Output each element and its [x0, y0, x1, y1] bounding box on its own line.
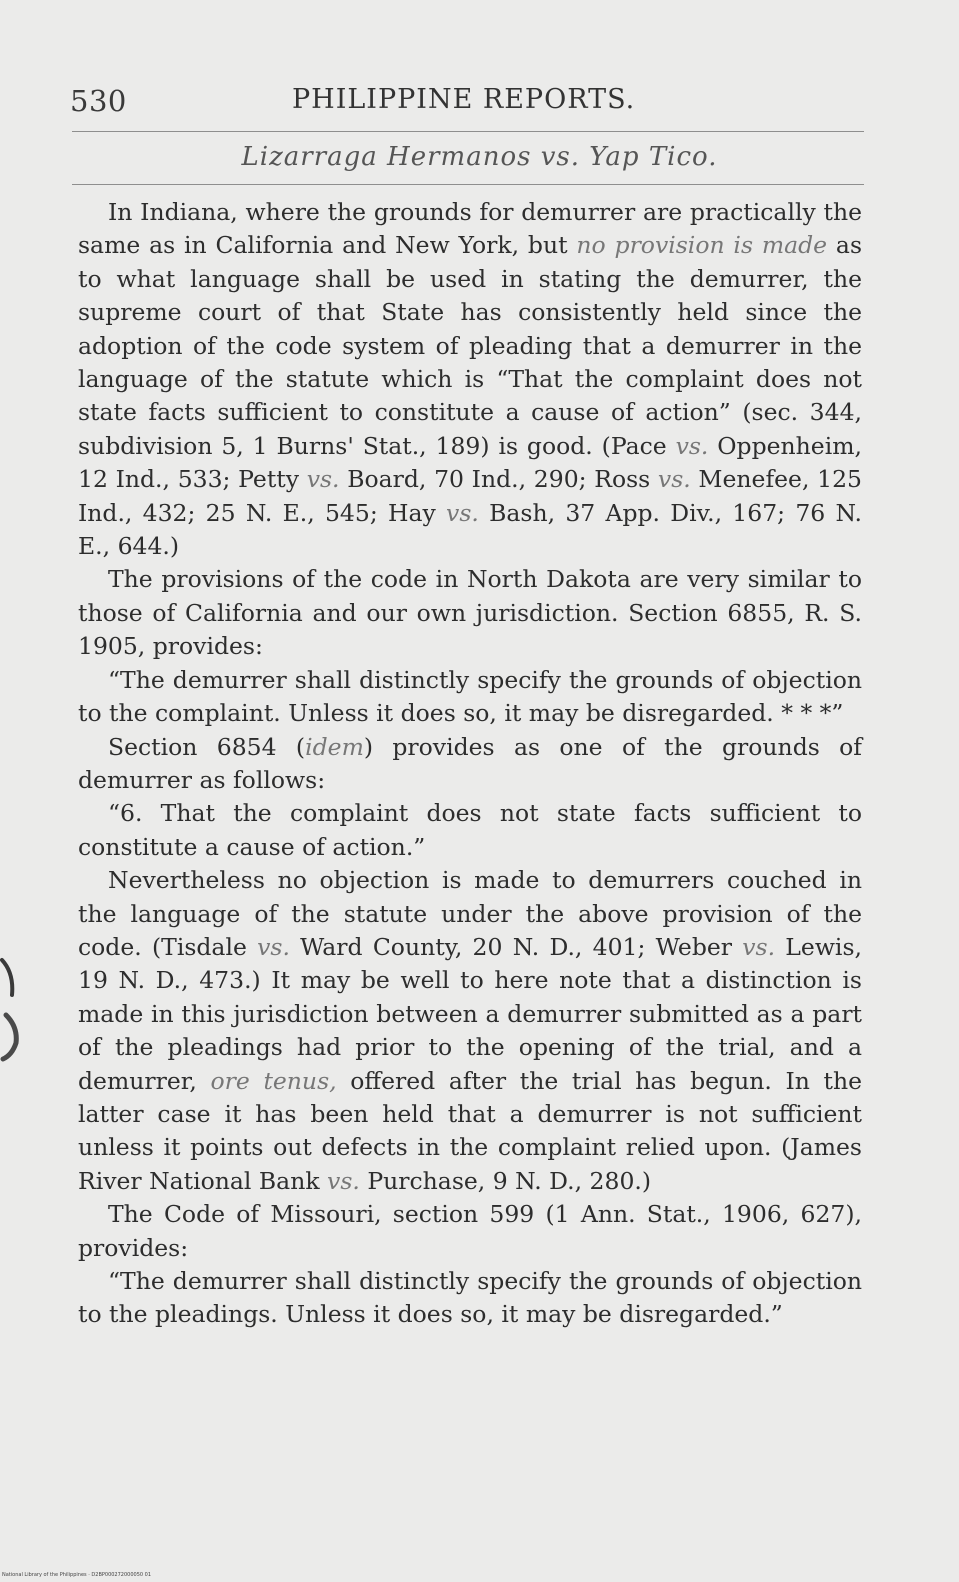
text-segment: Section 6854 ( — [108, 732, 306, 761]
paragraph — [78, 664, 862, 731]
italic-text: vs. — [675, 431, 709, 460]
header-top-rule — [72, 131, 864, 132]
paragraph — [78, 563, 862, 663]
italic-text: vs. — [742, 932, 776, 961]
italic-text: no provision is made — [576, 231, 828, 260]
paragraph — [78, 864, 862, 1198]
paragraph — [78, 1198, 862, 1265]
paragraph — [78, 1265, 862, 1332]
italic-text: vs. — [657, 465, 691, 494]
scan-binding-mark — [0, 955, 22, 1065]
italic-text: ore tenus, — [210, 1066, 337, 1095]
paragraph — [78, 196, 862, 563]
header-bottom-rule — [72, 184, 864, 185]
text-segment: Board, 70 Ind., 290; Ross — [339, 465, 658, 494]
text-segment: Bash, 37 App. Div., 167; 76 N. E., 644.) — [78, 498, 863, 561]
italic-text: vs. — [257, 932, 290, 961]
page-number: 530 — [70, 84, 127, 118]
text-segment: Ward County, 20 N. D., 401; Weber — [289, 932, 743, 961]
text-segment: “The demurrer shall distinctly specify the grounds of objection to the pleadings. Unless it does so, it may be disregarded.” — [78, 1267, 862, 1329]
italic-text: vs. — [327, 1166, 360, 1195]
text-segment: In Indiana, where the grounds for demurrer are practically the same as in California and New York, but — [78, 198, 862, 260]
body-text — [78, 196, 862, 1332]
italic-text: vs. — [306, 465, 340, 494]
text-segment: Lewis, 19 N. D., 473.) It may be well to here note that a distinction is made in this jurisdiction between a demurrer submitted as a part of the pleadings had prior to the opening of the trial, and a demurrer, — [78, 932, 862, 1095]
text-segment: ) provides as one of the grounds of demurrer as follows: — [78, 732, 863, 794]
text-segment: Purchase, 9 N. D., 280.) — [359, 1166, 652, 1195]
text-segment: The provisions of the code in North Dakota are very similar to those of California and our own jurisdiction. Section 6855, R. S. 1905, provides: — [78, 565, 862, 661]
text-segment: Nevertheless no objection is made to demurrers couched in the language of the statute under the above provision of the code. (Tisdale — [78, 866, 862, 961]
scan-footer: National Library of the Philippines · D2BP000272000050 01 — [2, 1572, 152, 1578]
page-header — [70, 84, 870, 128]
italic-text: idem — [305, 732, 364, 761]
paragraph — [78, 797, 862, 864]
text-segment: offered after the trial has begun. In the latter case it has been held that a demurrer is not sufficient unless it points out defects in the complaint relied upon. (James River National Bank — [78, 1066, 862, 1195]
italic-text: vs. — [446, 498, 479, 527]
case-title: Lizarraga Hermanos vs. Yap Tico. — [241, 142, 718, 172]
text-segment: Menefee, 125 Ind., 432; 25 N. E., 545; Hay — [78, 465, 862, 527]
text-segment: The Code of Missouri, section 599 (1 Ann. Stat., 1906, 627), provides: — [78, 1200, 862, 1262]
text-segment: as to what language shall be used in stating the demurrer, the supreme court of that State has consistently held since the adoption of the code system of pleading that a demurrer in the language of the statute which is “That the complaint does not state facts sufficient to constitute a cause of action” (sec. 344, subdivision 5, 1 Burns' Stat., 189) is good. (Pace — [78, 231, 863, 460]
text-segment: “6. That the complaint does not state facts sufficient to constitute a cause of action.” — [78, 799, 862, 861]
paragraph — [78, 731, 862, 798]
text-segment: “The demurrer shall distinctly specify the grounds of objection to the complaint. Unless it does so, it may be disregarded. * * *” — [78, 665, 862, 728]
running-title: PHILIPPINE REPORTS. — [292, 84, 636, 115]
text-segment: Oppenheim, 12 Ind., 533; Petty — [78, 431, 862, 494]
